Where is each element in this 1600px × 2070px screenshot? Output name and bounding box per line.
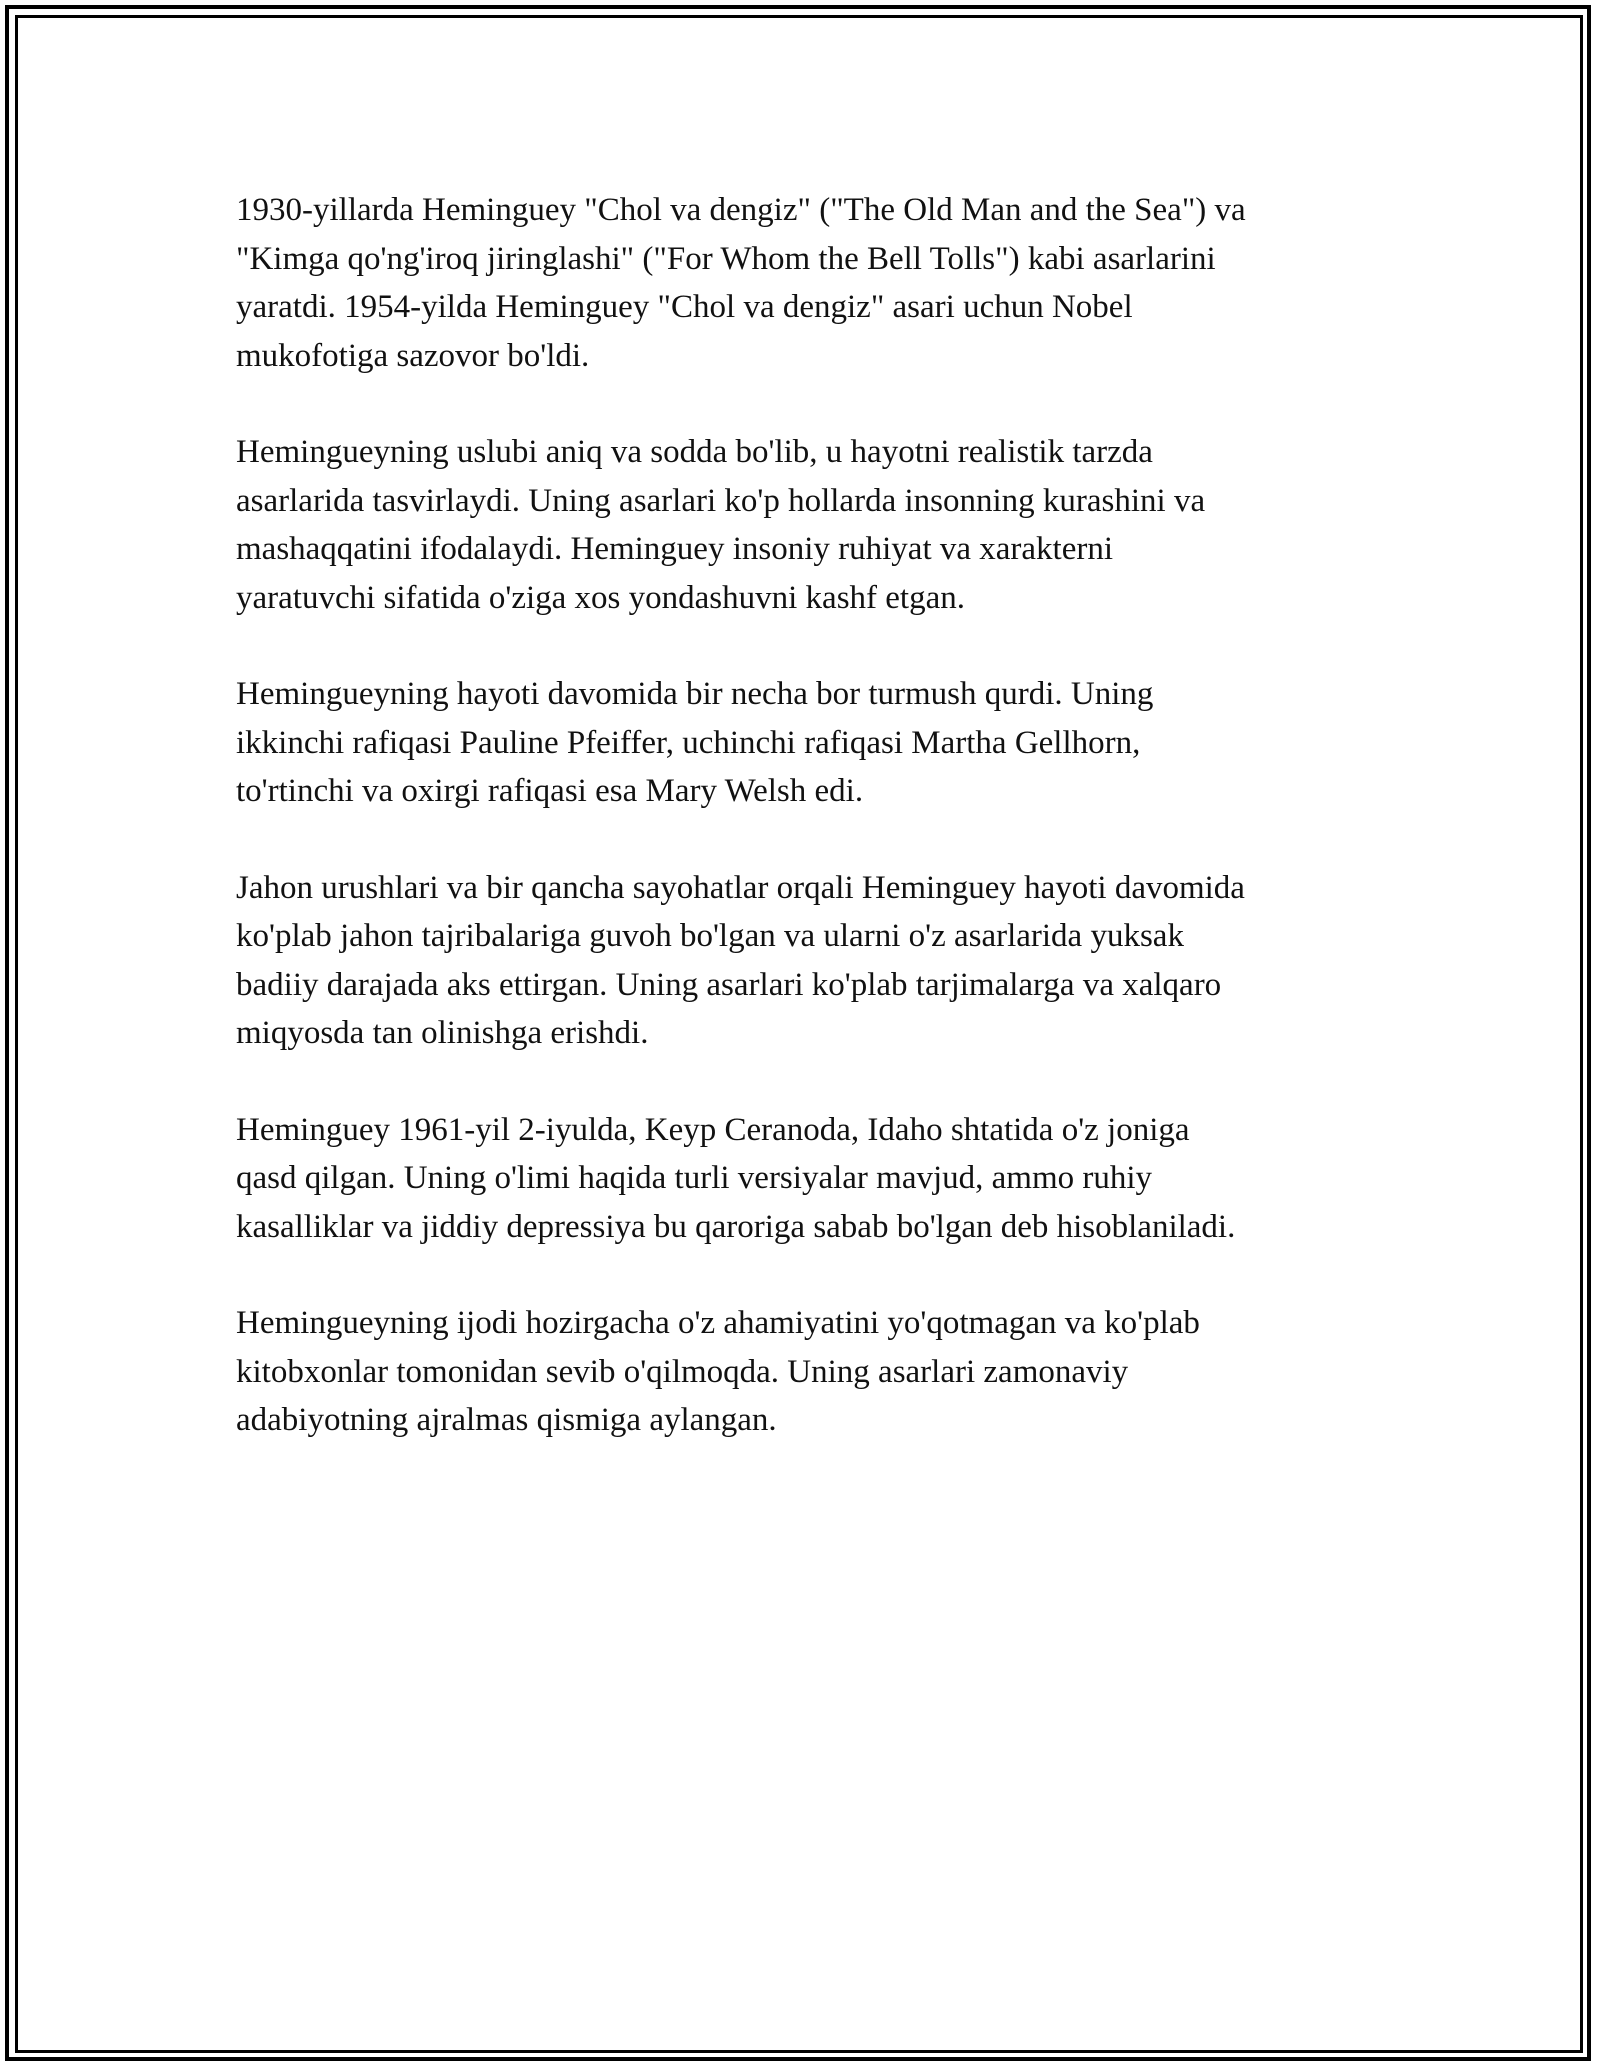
paragraph-4 — [236, 864, 1376, 1058]
paragraph-line: kasalliklar va jiddiy depressiya bu qaroriga sabab bo'lgan deb hisoblaniladi. — [236, 1208, 1236, 1245]
paragraph-line: yaratdi. 1954-yilda Heminguey "Chol va dengiz" asari uchun Nobel — [236, 289, 1133, 325]
paragraph-1 — [236, 186, 1376, 380]
paragraph-line: "Kimga qo'ng'iroq jiringlashi" ("For Whom the Bell Tolls") kabi asarlarini — [236, 240, 1216, 277]
paragraph-line: Heminguey 1961-yil 2-iyulda, Keyp Ceranoda, Idaho shtatida o'z joniga — [236, 1111, 1190, 1148]
paragraph-3 — [236, 670, 1376, 816]
paragraph-line: mashaqqatini ifodalaydi. Heminguey insoniy ruhiyat va xarakterni — [236, 531, 1114, 567]
paragraph-line: 1930-yillarda Heminguey "Chol va dengiz" ("The Old Man and the Sea") va — [236, 192, 1246, 228]
paragraph-5 — [236, 1106, 1376, 1252]
paragraph-line: yaratuvchi sifatida o'ziga xos yondashuvni kashf etgan. — [236, 579, 965, 616]
paragraph-line: Hemingueyning ijodi hozirgacha o'z ahamiyatini yo'qotmagan va ko'plab — [236, 1305, 1200, 1341]
paragraph-line: Hemingueyning uslubi aniq va sodda bo'lib, u hayotni realistik tarzda — [236, 434, 1153, 470]
paragraph-2 — [236, 428, 1376, 622]
paragraph-line: to'rtinchi va oxirgi rafiqasi esa Mary Welsh edi. — [236, 773, 864, 809]
paragraph-6 — [236, 1299, 1376, 1445]
paragraph-line: qasd qilgan. Uning o'limi haqida turli versiyalar mavjud, ammo ruhiy — [236, 1160, 1153, 1196]
paragraph-line: adabiyotning ajralmas qismiga aylangan. — [236, 1402, 777, 1438]
paragraph-line: kitobxonlar tomonidan sevib o'qilmoqda. Uning asarlari zamonaviy — [236, 1353, 1129, 1390]
paragraph-line: mukofotiga sazovor bo'ldi. — [236, 337, 590, 374]
paragraph-line: badiiy darajada aks ettirgan. Uning asarlari ko'plab tarjimalarga va xalqaro — [236, 966, 1222, 1003]
paragraph-line: miqyosda tan olinishga erishdi. — [236, 1015, 649, 1051]
paragraph-line: Jahon urushlari va bir qancha sayohatlar orqali Heminguey hayoti davomida — [236, 869, 1245, 906]
paragraph-line: ko'plab jahon tajribalariga guvoh bo'lgan va ularni o'z asarlarida yuksak — [236, 918, 1184, 954]
paragraph-line: Hemingueyning hayoti davomida bir necha bor turmush qurdi. Uning — [236, 676, 1154, 712]
document-body — [236, 186, 1376, 1493]
paragraph-line: asarlarida tasvirlaydi. Uning asarlari ko'p hollarda insonning kurashini va — [236, 482, 1206, 519]
paragraph-line: ikkinchi rafiqasi Pauline Pfeiffer, uchinchi rafiqasi Martha Gellhorn, — [236, 724, 1141, 761]
